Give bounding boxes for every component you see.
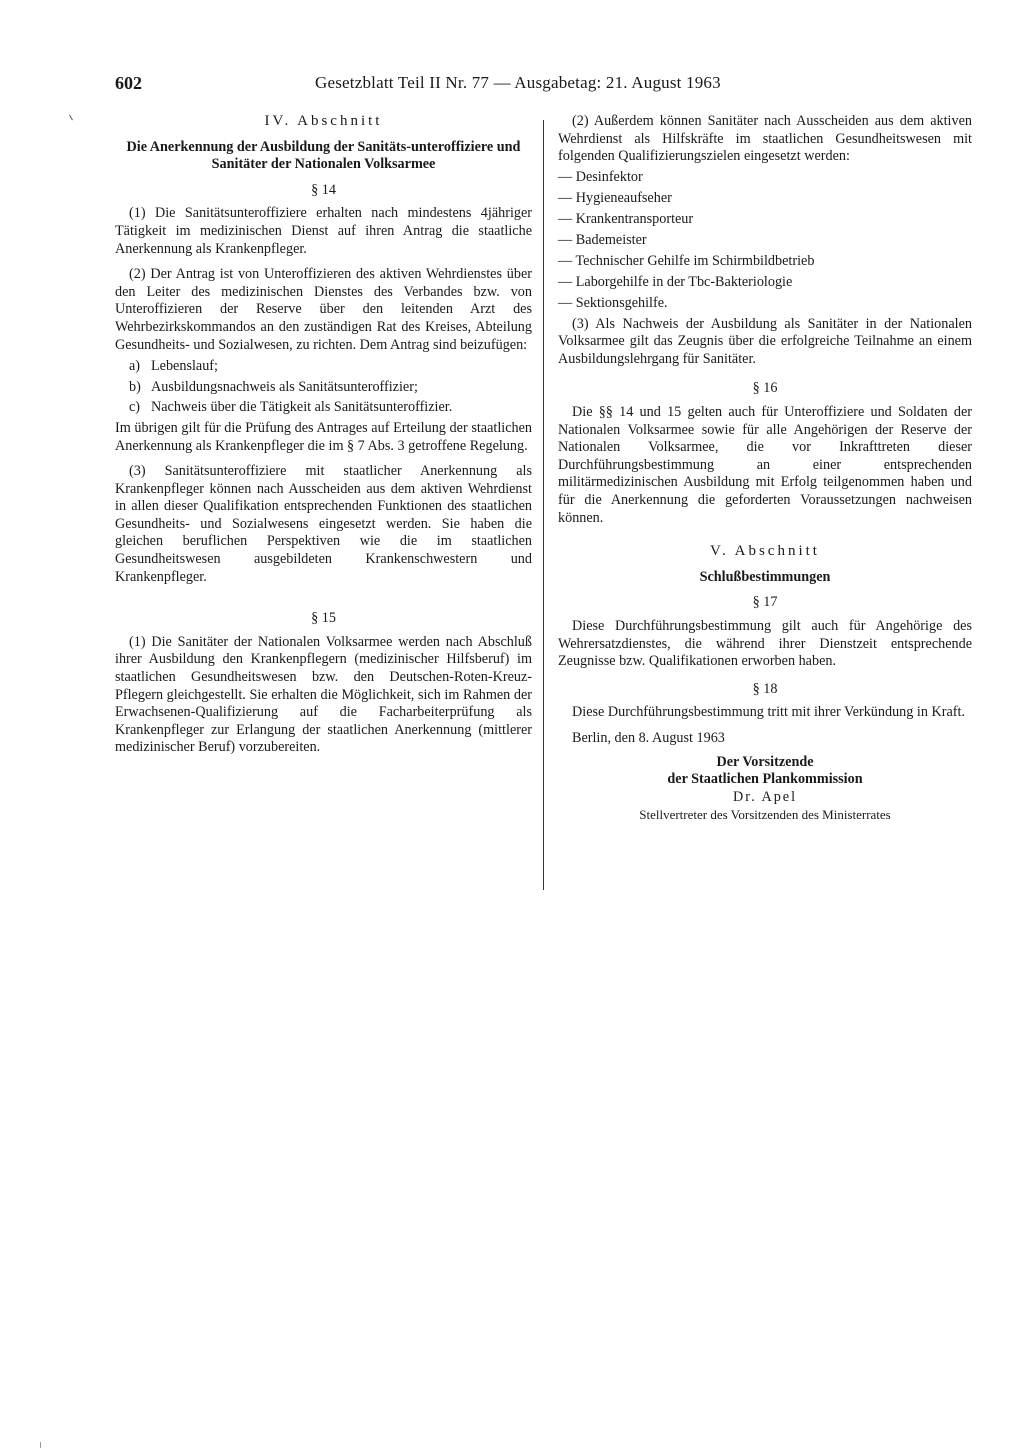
signature-title-1: Der Vorsitzende xyxy=(716,753,814,770)
list-item: — Bademeister xyxy=(558,231,647,248)
paragraph-16: Die §§ 14 und 15 gelten auch für Unteroffiziere und Soldaten der Nationalen Volksarmee sowie für alle Angehörigen der Reserve der Nationalen Volksarmee, die vor Inkrafttreten dieser Durchführungsbestimmung an einer entsprechenden militärmedizinischen Ausbildung mit Erfolg teilgenommen haben und für die Anerkennung die geforderten Voraussetzungen nachweisen können. xyxy=(558,404,972,526)
page-number: 602 xyxy=(115,73,142,93)
gazette-title: Gesetzblatt Teil II Nr. 77 — Ausgabetag: 21. August 1963 xyxy=(315,73,721,92)
paragraph-14-2b: Im übrigen gilt für die Prüfung des Antrages auf Erteilung der staatlichen Anerkennung als Krankenpfleger die im § 7 Abs. 3 getroffene Regelung. xyxy=(115,419,532,454)
paragraph-15-3: (3) Als Nachweis der Ausbildung als Sanitäter in der Nationalen Volksarmee gilt das Zeugnis über die erfolgreiche Teilnahme an einem Ausbildungslehrgang für Sanitäter. xyxy=(558,315,972,367)
list-item: — Laborgehilfe in der Tbc-Bakteriologie xyxy=(558,273,793,290)
list-item-label: c) xyxy=(129,399,141,416)
list-item-text: Nachweis über die Tätigkeit als Sanitätsunteroffizier. xyxy=(151,399,453,416)
signatory-role: Stellvertreter des Vorsitzenden des Ministerrates xyxy=(639,807,891,823)
paragraph-14-3: (3) Sanitätsunteroffiziere mit staatlicher Anerkennung als Krankenpfleger können nach Ausscheiden aus dem aktiven Wehrdienst in allen dieser Qualifikation entsprechenden Funktionen des staatlichen Gesundheits- und Sozialwesens eingesetzt werden. Sie haben die gleichen beruflichen Perspektiven wie die im staatlichen Gesundheitswesen ausgebildeten Krankenschwestern und Krankenpfleger. xyxy=(115,463,532,585)
paragraph-15-1: (1) Die Sanitäter der Nationalen Volksarmee werden nach Abschluß ihrer Ausbildung den Krankenpflegern (medizinischer Hilfsberuf) im staatlichen Gesundheitswesen bzw. den Deutschen-Roten-Kreuz-Pflegern gleichgestellt. Sie erhalten die Möglichkeit, sich im Rahmen der Erwachsenen-Qualifizierung auf die Facharbeiterprüfung als Krankenpfleger zur Erlangung der staatlichen Anerkennung (mittlerer medizinischer Beruf) vorzubereiten. xyxy=(115,633,532,756)
list-item: — Krankentransporteur xyxy=(558,210,694,227)
attachment-list xyxy=(115,358,532,417)
section-title-iv: Die Anerkennung der Ausbildung der Sanitäts-unteroffiziere und Sanitäter der Nationalen Volksarmee xyxy=(126,138,521,173)
margin-mark xyxy=(69,115,73,121)
list-item xyxy=(115,399,532,417)
paragraph-17-heading: § 17 xyxy=(752,594,778,611)
signature-title-2: der Staatlichen Plankommission xyxy=(667,771,863,788)
paragraph-14-2: (2) Der Antrag ist von Unteroffizieren des aktiven Wehrdienstes über den Leiter des medizinischen Dienstes des Verbandes bzw. von Unteroffizieren der Reserve über den leitenden Arzt des Wehrbezirkskommandos an den zuständigen Rat des Kreises, Abteilung Gesundheits- und Sozialwesen, zu richten. Dem Antrag sind beizufügen: xyxy=(115,266,532,353)
section-heading-iv: IV. Abschnitt xyxy=(264,113,383,129)
list-item: — Hygieneaufseher xyxy=(558,189,672,206)
signature-block xyxy=(558,754,972,824)
paragraph-15-2: (2) Außerdem können Sanitäter nach Ausscheiden aus dem aktiven Wehrdienst als Hilfskräfte im staatlichen Gesundheitswesen mit folgenden Qualifizierungszielen eingesetzt werden: xyxy=(558,113,972,165)
section-title-v: Schlußbestimmungen xyxy=(699,568,831,585)
paragraph-14-1: (1) Die Sanitätsunteroffiziere erhalten nach mindestens 4jähriger Tätigkeit im medizinischen Dienst auf ihren Antrag die staatliche Anerkennung als Krankenpfleger. xyxy=(115,205,532,257)
list-item: — Sektionsgehilfe. xyxy=(558,294,668,311)
scan-mark xyxy=(40,1442,47,1448)
list-item xyxy=(115,358,532,376)
page-header xyxy=(115,70,783,96)
paragraph-15-heading: § 15 xyxy=(311,610,336,627)
list-item: — Technischer Gehilfe im Schirmbildbetrieb xyxy=(558,252,815,269)
column-divider xyxy=(543,120,544,890)
paragraph-14-heading: § 14 xyxy=(311,181,336,198)
left-column xyxy=(115,113,532,757)
list-item-text: Lebenslauf; xyxy=(151,358,218,375)
place-date: Berlin, den 8. August 1963 xyxy=(572,729,725,746)
list-item-label: a) xyxy=(129,358,141,375)
list-item xyxy=(115,379,532,397)
list-item-text: Ausbildungsnachweis als Sanitätsunteroffizier; xyxy=(151,378,418,395)
signatory-name: Dr. Apel xyxy=(732,788,798,805)
right-column xyxy=(558,113,972,824)
list-item: — Desinfektor xyxy=(558,168,643,185)
paragraph-17: Diese Durchführungsbestimmung gilt auch für Angehörige des Wehrersatzdienstes, die während ihrer Dienstzeit entsprechende Zeugnisse bzw. Qualifikationen erworben haben. xyxy=(558,617,972,670)
paragraph-18: Diese Durchführungsbestimmung tritt mit ihrer Verkündung in Kraft. xyxy=(572,704,965,721)
paragraph-16-heading: § 16 xyxy=(752,380,778,397)
section-heading-v: V. Abschnitt xyxy=(710,543,820,560)
qualification-list xyxy=(558,169,972,313)
paragraph-18-heading: § 18 xyxy=(752,680,778,697)
list-item-label: b) xyxy=(129,378,141,395)
